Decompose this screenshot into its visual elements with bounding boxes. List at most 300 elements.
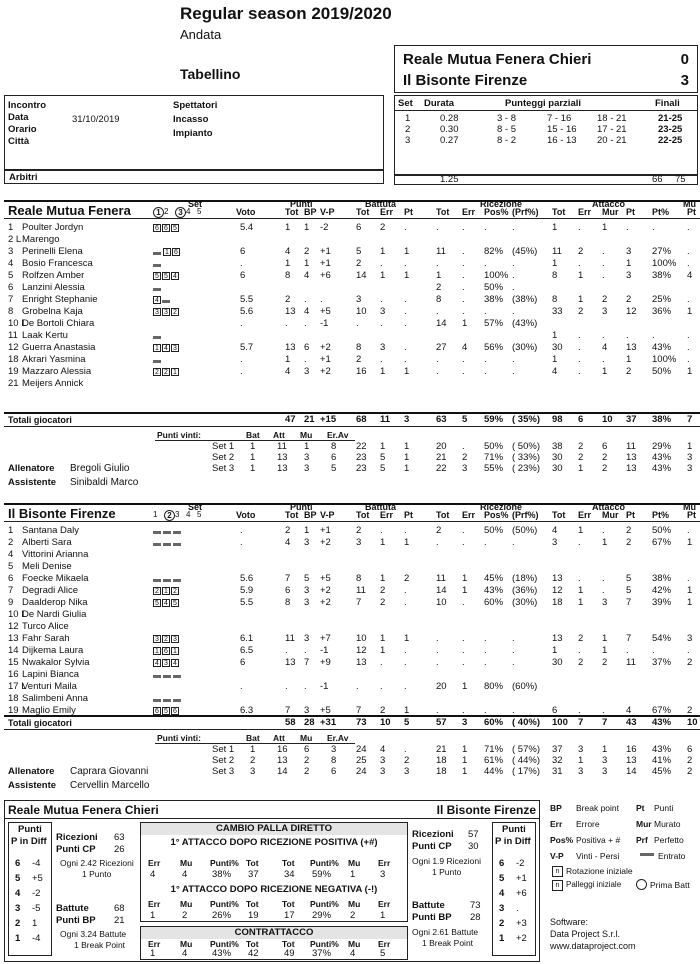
cp-col-header: Err	[378, 858, 391, 868]
set-final: 21-25	[658, 113, 683, 124]
stat-ap: 11	[626, 657, 636, 668]
entered-bar	[153, 699, 161, 702]
stat-rp: .	[484, 354, 487, 365]
stat-voto: .	[240, 525, 243, 536]
set-col-header: Set	[188, 199, 203, 209]
pv-value: 6	[331, 766, 337, 777]
stat-rprf: (50%)	[512, 525, 538, 536]
set-re: .	[462, 441, 465, 452]
stat-bpt: 1	[404, 633, 410, 644]
set-rprf: ( 57%)	[512, 744, 540, 755]
stat-rprf: .	[512, 645, 515, 656]
set-partial: 8 - 2	[497, 135, 517, 146]
b-pbp-val: 28	[470, 912, 481, 923]
set-num: 4	[186, 510, 191, 519]
set-label: Set 2	[212, 452, 235, 463]
entered-bar-icon	[640, 853, 654, 856]
stat-voto: .	[240, 681, 243, 692]
player-row	[0, 234, 700, 246]
entered-bar	[163, 531, 171, 534]
stat-mu: 1	[687, 585, 693, 596]
stat-apct: 67%	[652, 537, 672, 548]
sub-header: Err	[462, 510, 476, 520]
coach-name: Bregoli Giulio	[70, 463, 130, 474]
stat-at: 8	[552, 294, 558, 305]
set-ap: 14	[626, 766, 637, 777]
totals-label: Totali giocatori	[8, 415, 72, 425]
info-right-label: Spettatori	[173, 100, 218, 111]
stat-rp: .	[484, 657, 487, 668]
stat-bt: 3	[356, 537, 362, 548]
cp-col-header: Punti%	[210, 899, 239, 909]
muro-header: Mu	[683, 199, 696, 209]
info-right-label: Incasso	[173, 114, 209, 125]
total-mu: 10	[687, 717, 698, 728]
stat-be: 1	[380, 573, 386, 584]
set-rprf: ( 23%)	[512, 463, 540, 474]
pdiff-val: -4	[32, 858, 41, 869]
stat-ap: 4	[626, 705, 632, 716]
legend-key: Pt	[636, 803, 645, 813]
stat-ap: 7	[626, 633, 632, 644]
total-bt: 68	[356, 414, 367, 425]
punti-vinti-label: Punti vinti:	[157, 430, 201, 440]
a-pcp-label: Punti CP	[56, 844, 96, 855]
info-right-label: Impianto	[173, 128, 213, 139]
set-num: 3	[175, 510, 180, 519]
stat-rp: .	[484, 645, 487, 656]
set-label: Set 1	[212, 441, 235, 452]
stat-re: .	[462, 222, 465, 233]
set-ae: 1	[578, 463, 584, 474]
rotation-box: 2	[162, 368, 170, 376]
contr-value: 49	[284, 948, 295, 959]
set-rprf: ( 17%)	[512, 766, 540, 777]
stat-mu: 4	[687, 270, 693, 281]
stat-apct: 42%	[652, 585, 672, 596]
stat-bt: 8	[356, 573, 362, 584]
cp-value: 1	[350, 869, 356, 880]
stat-vp: -1	[320, 318, 329, 329]
total-mu: 7	[687, 414, 693, 425]
set-rp: 55%	[484, 463, 504, 474]
rotation-icon: n	[552, 866, 563, 877]
rotation-box: 1	[153, 647, 161, 655]
stat-at: 18	[552, 597, 563, 608]
stat-bt: 2	[356, 525, 362, 536]
sub-header: Pt	[687, 207, 696, 217]
pv-value: 1	[250, 744, 256, 755]
stat-ae: .	[578, 258, 581, 269]
set-bt: 24	[356, 744, 367, 755]
stat-voto: 5.6	[240, 306, 254, 317]
pv-value: 13	[277, 452, 288, 463]
stat-voto: 6	[240, 246, 246, 257]
stat-pt: .	[285, 681, 288, 692]
stat-ae: 2	[578, 657, 584, 668]
sets-header: Finali	[655, 98, 680, 109]
stat-ae: .	[578, 537, 581, 548]
pv-value: 13	[277, 463, 288, 474]
stat-apct: .	[652, 222, 655, 233]
stat-voto: .	[240, 354, 243, 365]
pv-header: Att	[273, 430, 285, 440]
stat-bt: 7	[356, 705, 362, 716]
stat-bp: .	[304, 681, 307, 692]
set-ae: 1	[578, 755, 584, 766]
player-row	[0, 294, 700, 306]
stat-vp: .	[320, 294, 323, 305]
cp-value: 1	[150, 910, 156, 921]
player-row	[0, 246, 700, 258]
player-number: 17 L	[8, 681, 27, 692]
set-re: 2	[462, 452, 468, 463]
cp-col-header: Tot	[282, 899, 295, 909]
rotation-box: 5	[171, 599, 179, 607]
stat-apct: .	[652, 330, 655, 341]
set-ap: 16	[626, 744, 637, 755]
legend-key: Pos%	[550, 835, 574, 845]
player-number: 10 L	[8, 318, 27, 329]
stat-bp: .	[304, 354, 307, 365]
set-am: 3	[602, 755, 608, 766]
entered-bar	[173, 543, 181, 546]
b-pcp-label: Punti CP	[412, 841, 452, 852]
stat-rprf: .	[512, 366, 515, 377]
totals-label: Totali giocatori	[8, 718, 72, 728]
pdiff-rot: 3	[15, 903, 21, 914]
stat-be: .	[380, 657, 383, 668]
player-number: 8	[8, 306, 14, 317]
rotation-box: 2	[162, 635, 170, 643]
pv-value: 1	[250, 463, 256, 474]
stat-be: .	[380, 318, 383, 329]
stat-am: .	[602, 246, 605, 257]
stat-bpt: .	[404, 342, 407, 353]
player-row	[0, 525, 700, 537]
info-label: Incontro	[8, 100, 46, 111]
cp-col-header: Tot	[282, 858, 295, 868]
stat-mu: 3	[687, 633, 693, 644]
contr-value: 42	[248, 948, 259, 959]
entered-bar	[173, 675, 181, 678]
contr-col-header: Mu	[180, 939, 193, 949]
stat-bpt: .	[404, 645, 407, 656]
coach-label: Allenatore	[8, 766, 55, 777]
set-be: 3	[380, 766, 386, 777]
pv-value: 3	[304, 452, 310, 463]
set-apct: 41%	[652, 755, 672, 766]
stat-rp: 57%	[484, 318, 504, 329]
pdiff-val: -4	[32, 933, 41, 944]
player-name: De Bortoli Chiara	[22, 318, 95, 329]
set-re: 1	[462, 744, 468, 755]
set-be: 5	[380, 463, 386, 474]
set-partial: 17 - 21	[597, 124, 627, 135]
stat-vp: +2	[320, 585, 331, 596]
player-number: 7	[8, 294, 14, 305]
stat-bt: 13	[356, 657, 367, 668]
stat-bp: 1	[304, 525, 310, 536]
set-label: Set 3	[212, 766, 235, 777]
set-col-header: Set	[188, 502, 203, 512]
stat-rt: .	[436, 537, 439, 548]
set-partial: 18 - 21	[597, 113, 627, 124]
stat-bpt: .	[404, 294, 407, 305]
stat-bp: .	[304, 318, 307, 329]
stat-be: .	[380, 681, 383, 692]
set-final: 22-25	[658, 135, 683, 146]
player-number: 16	[8, 669, 19, 680]
total-re: 3	[462, 717, 468, 728]
stat-bpt: .	[404, 681, 407, 692]
cp-value: 3	[380, 869, 386, 880]
player-number: 5	[8, 561, 14, 572]
pdiff-rot: 4	[499, 888, 505, 899]
contr-value: 43%	[212, 948, 232, 959]
entered-bar	[153, 360, 161, 363]
stat-at: 1	[552, 222, 558, 233]
stat-rp: 56%	[484, 342, 504, 353]
sub-header: Tot	[285, 510, 299, 520]
sub-header: Pos%	[484, 510, 509, 520]
player-name: Mazzaro Alessia	[22, 366, 92, 377]
stat-be: 3	[380, 342, 386, 353]
player-number: 1	[8, 222, 14, 233]
player-number: 6	[8, 573, 14, 584]
set-num: 5	[197, 207, 202, 216]
stat-at: 4	[552, 525, 558, 536]
battuta-header: Battuta	[365, 502, 396, 512]
sub-header: (Prf%)	[512, 510, 539, 520]
rotation-box: 2	[153, 587, 161, 595]
sub-header: Tot	[356, 207, 370, 217]
stat-am: 4	[602, 342, 608, 353]
player-name: Santana Daly	[22, 525, 80, 536]
stat-rt: .	[436, 366, 439, 377]
player-name: Bosio Francesca	[22, 258, 93, 269]
a-pcp-val: 26	[114, 844, 125, 855]
player-row	[0, 561, 700, 573]
set-num: 2	[164, 510, 175, 521]
stat-ae: .	[578, 222, 581, 233]
player-number: 12	[8, 621, 19, 632]
stat-rt: 8	[436, 294, 442, 305]
stat-be: 1	[380, 633, 386, 644]
entered-bar	[153, 543, 161, 546]
total-bpt: 3	[404, 414, 410, 425]
stat-bpt: .	[404, 306, 407, 317]
player-row	[0, 222, 700, 234]
set-partial: 15 - 16	[547, 124, 577, 135]
cp-value: 26%	[212, 910, 232, 921]
rotation-box: 6	[172, 248, 180, 256]
summary-team-a: Reale Mutua Fenera Chieri	[8, 803, 159, 817]
punti-header: Punti	[290, 502, 313, 512]
stat-bpt: 1	[404, 270, 410, 281]
stat-am: 3	[602, 597, 608, 608]
player-number: 11	[8, 330, 18, 341]
total-rp: 60%	[484, 717, 504, 728]
pv-value: 5	[331, 463, 337, 474]
player-row	[0, 270, 700, 282]
player-name: Perinelli Elena	[22, 246, 83, 257]
total-rp: 59%	[484, 414, 504, 425]
set-ap: 13	[626, 452, 637, 463]
set-bpt: 1	[404, 441, 410, 452]
sub-header: (Prf%)	[512, 207, 539, 217]
stat-apct: 39%	[652, 597, 672, 608]
set-at: 37	[552, 744, 563, 755]
set-at: 38	[552, 441, 563, 452]
stat-bpt: .	[404, 354, 407, 365]
stat-re: 1	[462, 573, 468, 584]
stat-be: .	[380, 294, 383, 305]
rotation-box: 3	[153, 308, 161, 316]
stat-rt: 14	[436, 318, 447, 329]
set-rt: 18	[436, 755, 447, 766]
stat-rprf: .	[512, 657, 515, 668]
pv-header: Bat	[246, 430, 260, 440]
pdiff-val: +2	[516, 933, 527, 944]
legend-desc: Punti	[654, 803, 674, 813]
stat-am: .	[602, 354, 605, 365]
muro-header: Mu	[683, 502, 696, 512]
stat-rp: 43%	[484, 585, 504, 596]
voto-header: Voto	[236, 510, 256, 520]
doc-label: Tabellino	[180, 66, 241, 82]
player-name: Rolfzen Amber	[22, 270, 85, 281]
legend-key: Err	[550, 819, 563, 829]
player-row	[0, 366, 700, 378]
set-label: Set 1	[212, 744, 235, 755]
rotation-box: 6	[162, 647, 170, 655]
punti-vinti-label: Punti vinti:	[157, 733, 201, 743]
stat-vp: +2	[320, 597, 331, 608]
set-mu: 1	[687, 441, 693, 452]
stat-pt: 13	[285, 657, 296, 668]
stat-bt: 8	[356, 342, 362, 353]
b-bat-note2: 1 Break Point	[422, 938, 474, 948]
sub-header: Mur	[602, 207, 619, 217]
stat-rp: .	[484, 258, 487, 269]
stat-bt: 10	[356, 633, 367, 644]
player-row	[0, 537, 700, 549]
player-name: Venturi Maila	[22, 681, 77, 692]
totals-row	[0, 414, 700, 426]
set-mu: 3	[687, 452, 693, 463]
stat-re: 1	[462, 681, 468, 692]
set-label: Set 2	[212, 755, 235, 766]
set-ap: 13	[626, 755, 637, 766]
stat-bt: 3	[356, 294, 362, 305]
player-name: Enright Stephanie	[22, 294, 98, 305]
stat-rprf: .	[512, 306, 515, 317]
total-apct: 38%	[652, 414, 672, 425]
stat-am: 1	[602, 633, 608, 644]
set-bpt: .	[404, 744, 407, 755]
team-a-title: Reale Mutua Fenera	[8, 203, 131, 218]
cp-value: 38%	[212, 869, 232, 880]
player-name: Fahr Sarah	[22, 633, 70, 644]
pdiff-sub: P in Diff	[495, 836, 531, 847]
stat-am: .	[602, 585, 605, 596]
player-number: 18	[8, 354, 19, 365]
sub-header: V-P	[320, 207, 335, 217]
stat-apct: 43%	[652, 342, 672, 353]
stat-pt: 2	[285, 525, 291, 536]
stat-apct: 54%	[652, 633, 672, 644]
team-b-title: Il Bisonte Firenze	[8, 506, 116, 521]
sub-header: V-P	[320, 510, 335, 520]
stat-rprf: (38%)	[512, 294, 538, 305]
entered-bar	[163, 675, 171, 678]
total-pt: 58	[285, 717, 296, 728]
set-apct: 29%	[652, 441, 672, 452]
stat-pt: 2	[285, 294, 291, 305]
stat-apct: 25%	[652, 294, 672, 305]
rotation-box: 5	[162, 272, 170, 280]
info-label: Città	[8, 136, 30, 147]
stat-at: 13	[552, 573, 563, 584]
stat-rt: 1	[436, 270, 442, 281]
player-number: 19	[8, 366, 19, 377]
stat-bp: 1	[304, 258, 310, 269]
stat-voto: 6	[240, 657, 246, 668]
stat-be: 2	[380, 585, 386, 596]
software-company: Data Project S.r.l.	[550, 929, 621, 939]
stat-am: .	[602, 330, 605, 341]
stat-vp: +2	[320, 366, 331, 377]
sub-header: BP	[304, 207, 317, 217]
pv-header: Bat	[246, 733, 260, 743]
stat-mu: 1	[687, 306, 693, 317]
stat-ap: 3	[626, 270, 632, 281]
stat-re: 1	[462, 585, 468, 596]
stat-at: 30	[552, 342, 563, 353]
software-label: Software:	[550, 917, 589, 927]
set-bpt: 3	[404, 766, 410, 777]
pv-header: Att	[273, 733, 285, 743]
assistant-label: Assistente	[8, 477, 57, 488]
stat-bp: 3	[304, 597, 310, 608]
stat-apct: 27%	[652, 246, 672, 257]
contr-title: CONTRATTACCO	[141, 927, 407, 939]
stat-am: .	[602, 573, 605, 584]
player-number: 13	[8, 633, 19, 644]
total-am: 10	[602, 414, 613, 425]
stat-rt: 11	[436, 573, 446, 584]
player-number: 7	[8, 585, 14, 596]
stat-mu: .	[687, 294, 690, 305]
a-ric-val: 63	[114, 832, 125, 843]
set-rt: 21	[436, 744, 447, 755]
team-b-sets: 3	[680, 72, 689, 89]
coach-name: Caprara Giovanni	[70, 766, 149, 777]
set-be: 4	[380, 744, 386, 755]
legend-entrato: Entrato	[658, 851, 686, 861]
player-number: 4	[8, 549, 14, 560]
pv-value: 2	[250, 755, 256, 766]
set-number: 1	[405, 113, 411, 124]
total-rt: 57	[436, 717, 447, 728]
set-apct: 43%	[652, 744, 672, 755]
rotation-box: 5	[153, 272, 161, 280]
set-partial: 16 - 13	[547, 135, 577, 146]
stat-ae: .	[578, 645, 581, 656]
stat-voto: 6.1	[240, 633, 254, 644]
stat-am: .	[602, 525, 605, 536]
